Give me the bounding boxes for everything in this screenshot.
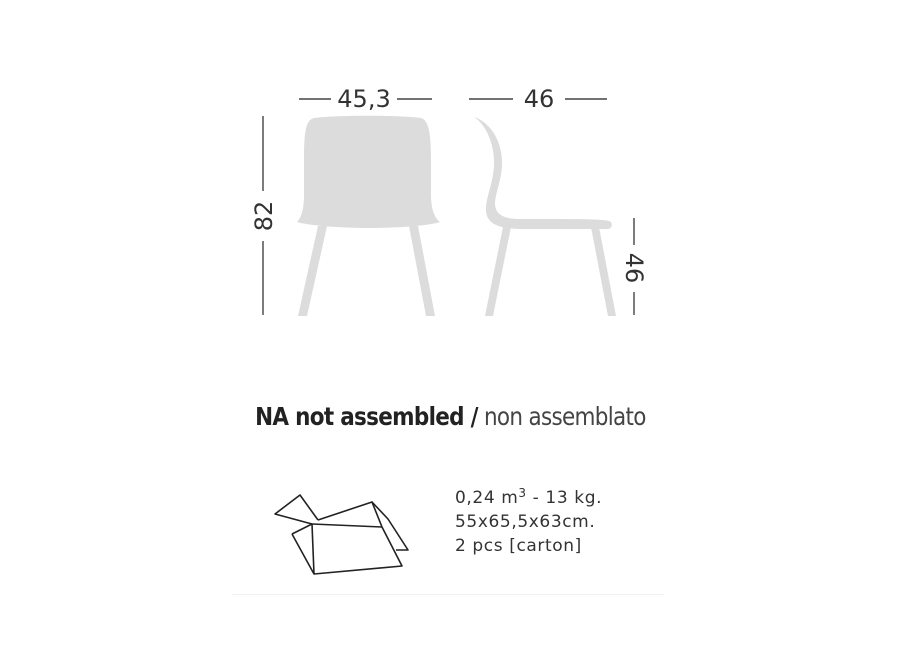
chair-side-view	[474, 117, 616, 316]
packaging-pieces: 2 pcs [carton]	[455, 536, 582, 556]
packaging-volume: 0,24 m	[455, 488, 519, 508]
total-height-value: 82	[250, 200, 278, 232]
packaging-size: 55x65,5x63cm.	[455, 512, 596, 532]
footer-divider	[232, 594, 664, 595]
packaging-volume-weight	[455, 486, 602, 510]
dimension-total-height	[250, 116, 278, 315]
assembly-caption-bold: NA not assembled /	[255, 402, 478, 431]
seat-height-value: 46	[620, 252, 648, 284]
side-depth-value: 46	[523, 85, 555, 113]
dimension-seat-height	[620, 218, 648, 315]
packaging-weight: - 13 kg.	[526, 488, 603, 508]
chair-front-leg-left	[298, 226, 327, 316]
packaging-volume-exponent: 3	[518, 486, 527, 500]
dimension-front-width	[299, 85, 432, 113]
assembly-caption	[63, 402, 837, 431]
chair-side-shell	[474, 117, 612, 229]
chair-front-shell	[297, 116, 440, 228]
chair-front-leg-right	[409, 226, 435, 316]
packaging-info	[455, 486, 602, 558]
carton-icon	[270, 490, 412, 576]
chair-side-leg-front	[485, 227, 511, 316]
chair-front-view	[297, 116, 440, 316]
chair-side-leg-back	[591, 227, 616, 316]
dimension-side-depth	[469, 85, 607, 113]
front-width-value: 45,3	[337, 85, 391, 113]
assembly-caption-italian: non assemblato	[483, 402, 646, 431]
